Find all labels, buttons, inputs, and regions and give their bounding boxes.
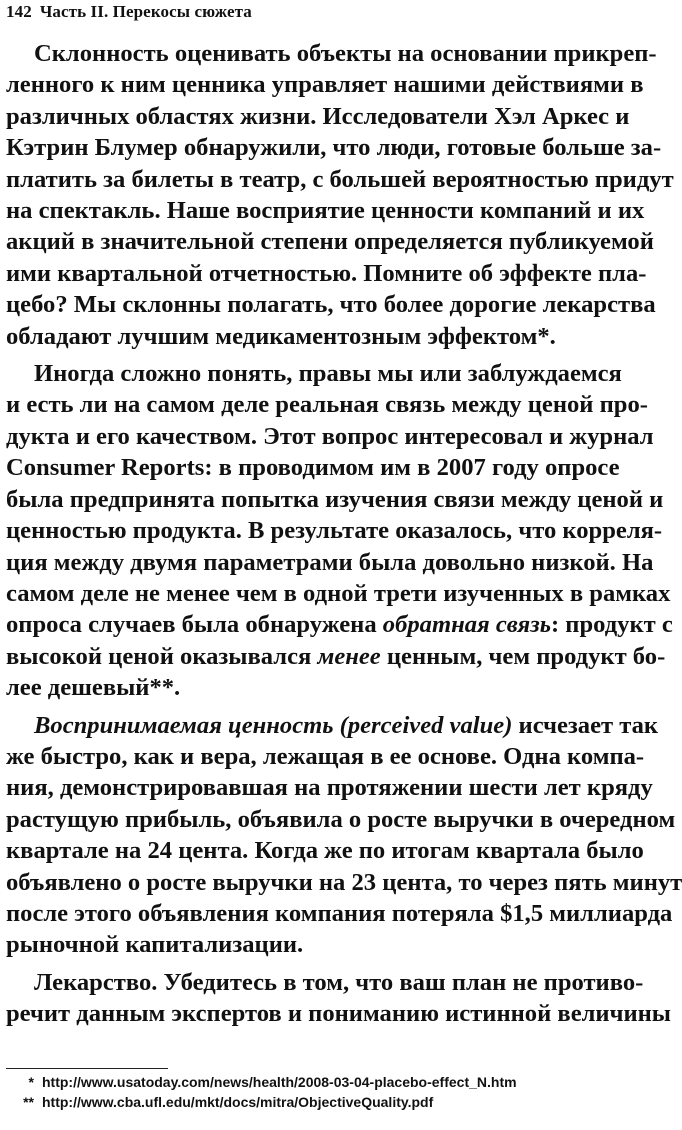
footnote-mark: * bbox=[28, 1074, 34, 1090]
text-line: же быстро, как и вера, лежащая в ее основе. Одна компа- bbox=[6, 742, 645, 770]
footnotes bbox=[10, 1072, 610, 1112]
paragraph bbox=[6, 358, 673, 703]
text-line: рыночной капитализации. bbox=[6, 931, 304, 959]
text-line: ценностью продукта. В результате оказалось, что корреля- bbox=[6, 517, 663, 545]
text-line: и есть ли на самом деле реальная связь между ценой про- bbox=[6, 391, 648, 419]
text-line: квартале на 24 цента. Когда же по итогам квартала было bbox=[6, 837, 644, 865]
text-line: ленного к ним ценника управляет нашими действиями в bbox=[6, 71, 644, 99]
text-line: дукта и его качеством. Этот вопрос интересовал и журнал bbox=[6, 422, 654, 450]
text-line: после этого объявления компания потеряла $1,5 миллиарда bbox=[6, 899, 673, 927]
footnote-link: http://www.usatoday.com/news/health/2008-03-04-placebo-effect_N.htm bbox=[42, 1074, 517, 1090]
body-text bbox=[6, 38, 682, 1036]
text-line: на спектакль. Наше восприятие ценности компаний и их bbox=[6, 197, 645, 225]
italic-text: обратная связь bbox=[382, 611, 551, 639]
text-line: Consumer Reports: в проводимом им в 2007 году опросе bbox=[6, 454, 620, 482]
paragraph bbox=[6, 710, 682, 961]
section-title: Часть II. Перекосы сюжета bbox=[39, 2, 252, 21]
text-line: была предпринята попытка изучения связи между ценой и bbox=[6, 485, 664, 513]
text-line: Склонность оценивать объекты на основании прикреп- bbox=[34, 40, 657, 67]
text-line: речит данным экспертов и пониманию истинной величины bbox=[6, 1000, 672, 1028]
text-line: Воспринимаемая ценность (perceived value) исчезает так bbox=[34, 711, 659, 739]
text-line: самом деле не менее чем в одной трети изученных в рамках bbox=[6, 579, 671, 607]
bold-text: Лекарство. bbox=[34, 968, 158, 996]
text-line: Иногда сложно понять, правы мы или заблуждаемся bbox=[34, 360, 622, 388]
page-number: 142 bbox=[6, 2, 32, 21]
text-line: акций в значительной степени определяется публикуемой bbox=[6, 228, 654, 256]
text-line: высокой ценой оказывался менее ценным, чем продукт бо- bbox=[6, 642, 666, 670]
text-line: ния, демонстрировавшая на протяжении шести лет кряду bbox=[6, 774, 653, 802]
text-line: ими квартальной отчетностью. Помните об эффекте пла- bbox=[6, 259, 647, 287]
italic-text: Воспринимаемая ценность (perceived value) bbox=[34, 711, 513, 739]
footnote bbox=[10, 1092, 610, 1112]
text-line: растущую прибыль, объявила о росте выручки в очередном bbox=[6, 805, 676, 833]
footnote-divider bbox=[6, 1068, 168, 1069]
text-line: ция между двумя параметрами была довольно низкой. На bbox=[6, 548, 654, 576]
footnote-mark: ** bbox=[23, 1094, 34, 1110]
text-line: опроса случаев была обнаружена обратная связь: продукт с bbox=[6, 611, 673, 639]
text-line: платить за билеты в театр, с большей вероятностью придут bbox=[6, 165, 674, 193]
italic-text: менее bbox=[317, 642, 381, 670]
text-line: объявлено о росте выручки на 23 цента, то через пять минут bbox=[6, 868, 682, 896]
paragraph bbox=[6, 967, 672, 1030]
text-line: лее дешевый**. bbox=[6, 674, 181, 702]
text-line: различных областях жизни. Исследователи Хэл Аркес и bbox=[6, 102, 630, 130]
text-line: обладают лучшим медикаментозным эффектом*. bbox=[6, 322, 556, 350]
footnote-link: http://www.cba.ufl.edu/mkt/docs/mitra/ObjectiveQuality.pdf bbox=[42, 1094, 434, 1110]
text-line: цебо? Мы склонны полагать, что более дорогие лекарства bbox=[6, 291, 656, 319]
running-head bbox=[6, 2, 252, 22]
paragraph bbox=[6, 38, 674, 352]
text-line: Лекарство. Убедитесь в том, что ваш план не противо- bbox=[34, 968, 644, 996]
text-line: Кэтрин Блумер обнаружили, что люди, готовые больше за- bbox=[6, 134, 662, 162]
footnote bbox=[10, 1072, 610, 1092]
